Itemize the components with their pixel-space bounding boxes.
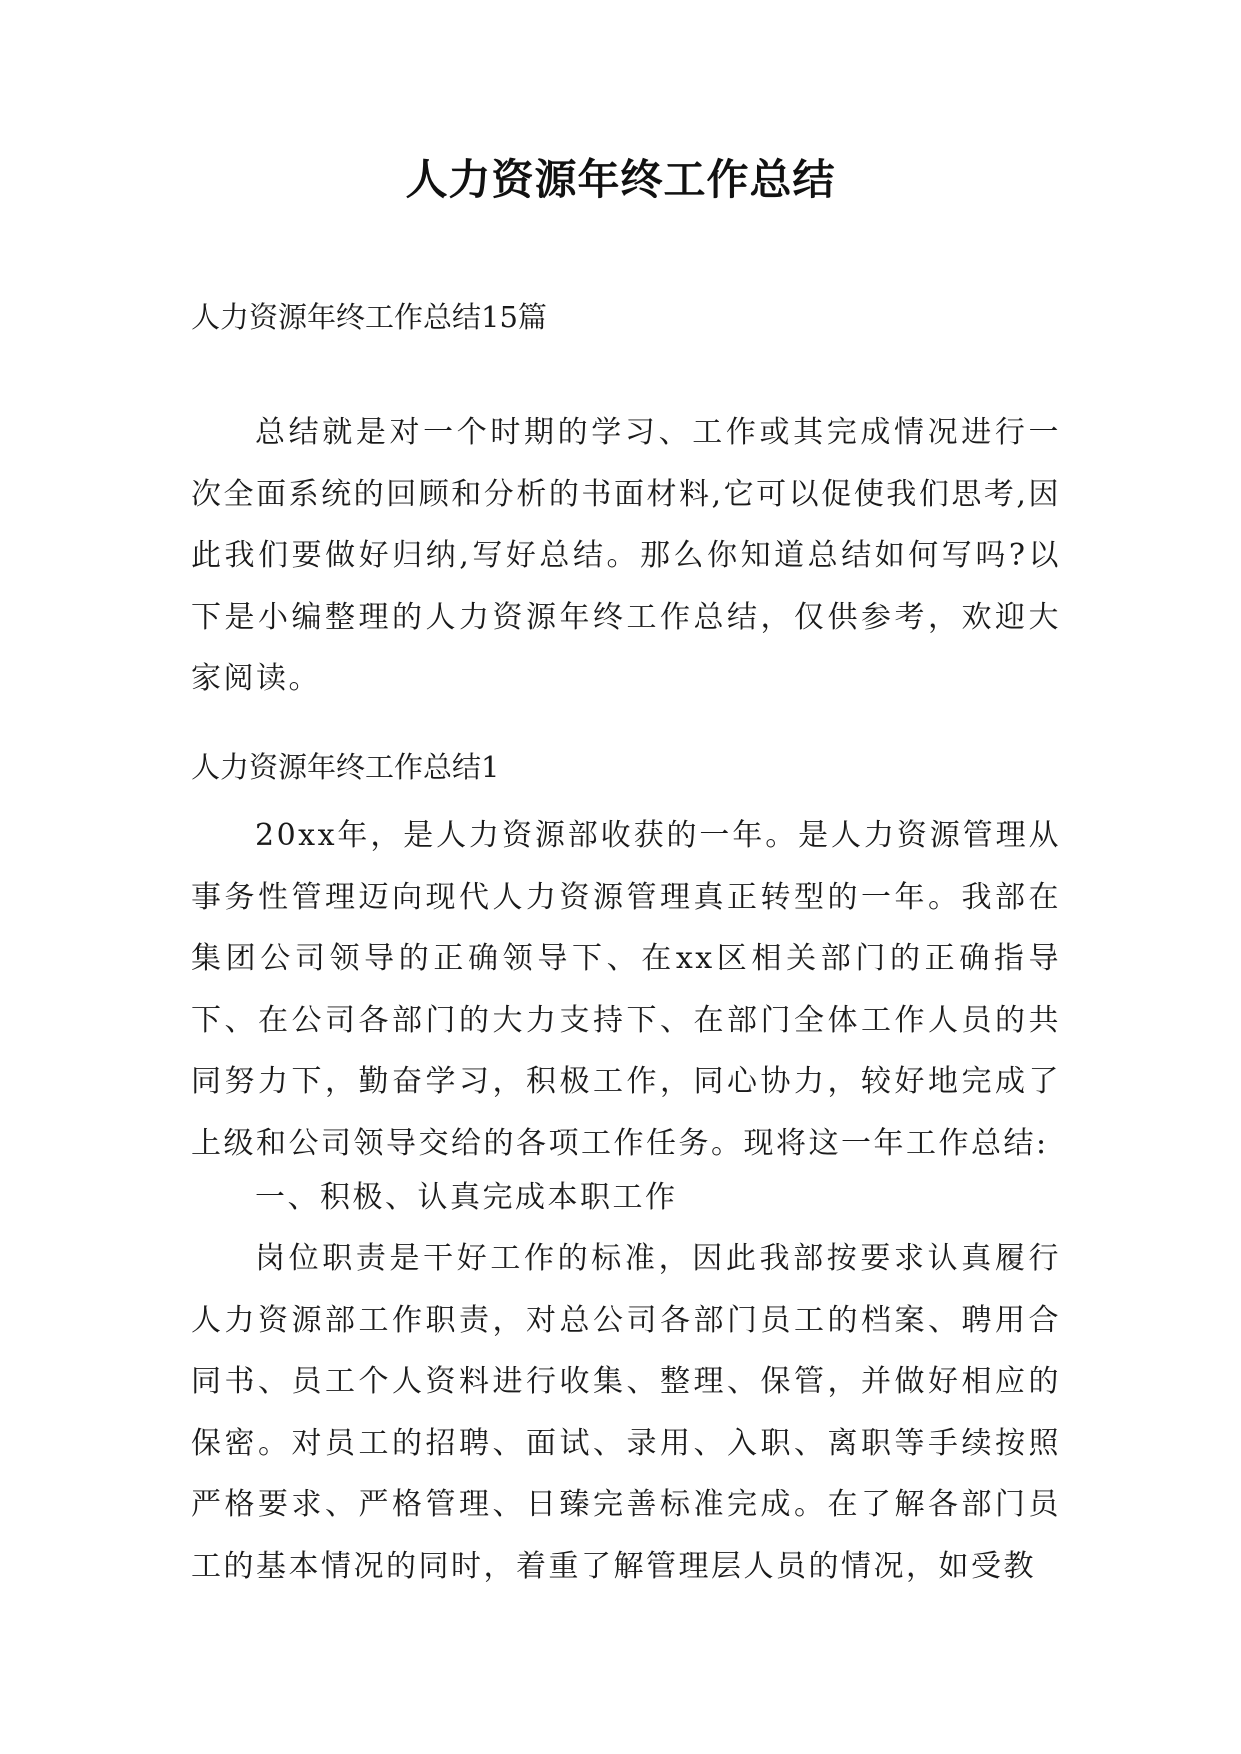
section-heading-1: 一、积极、认真完成本职工作: [255, 1180, 678, 1215]
document-title: 人力资源年终工作总结: [405, 155, 836, 204]
document-subtitle: 人力资源年终工作总结15篇: [191, 300, 547, 334]
section-title: 人力资源年终工作总结1: [191, 750, 500, 784]
body-paragraph-2: 岗位职责是干好工作的标准，因此我部按要求认真履行人力资源部工作职责，对总公司各部门员工的档案、聘用合同书、员工个人资料进行收集、整理、保管，并做好相应的保密。对员工的招聘、面试、录用、入职、离职等手续按照严格要求、严格管理、日臻完善标准完成。在了解各部门员工的基本情况的同时，着重了解管理层人员的情况，如受教: [191, 1241, 1061, 1584]
body-paragraph-1: 20xx年，是人力资源部收获的一年。是人力资源管理从事务性管理迈向现代人力资源管理真正转型的一年。我部在集团公司领导的正确领导下、在xx区相关部门的正确指导下、在公司各部门的大力支持下、在部门全体工作人员的共同努力下，勤奋学习，积极工作，同心协力，较好地完成了上级和公司领导交给的各项工作任务。现将这一年工作总结:: [191, 818, 1061, 1161]
intro-paragraph: 总结就是对一个时期的学习、工作或其完成情况进行一次全面系统的回顾和分析的书面材料,它可以促使我们思考,因此我们要做好归纳,写好总结。那么你知道总结如何写吗?以下是小编整理的人力资源年终工作总结，仅供参考，欢迎大家阅读。: [191, 415, 1061, 696]
